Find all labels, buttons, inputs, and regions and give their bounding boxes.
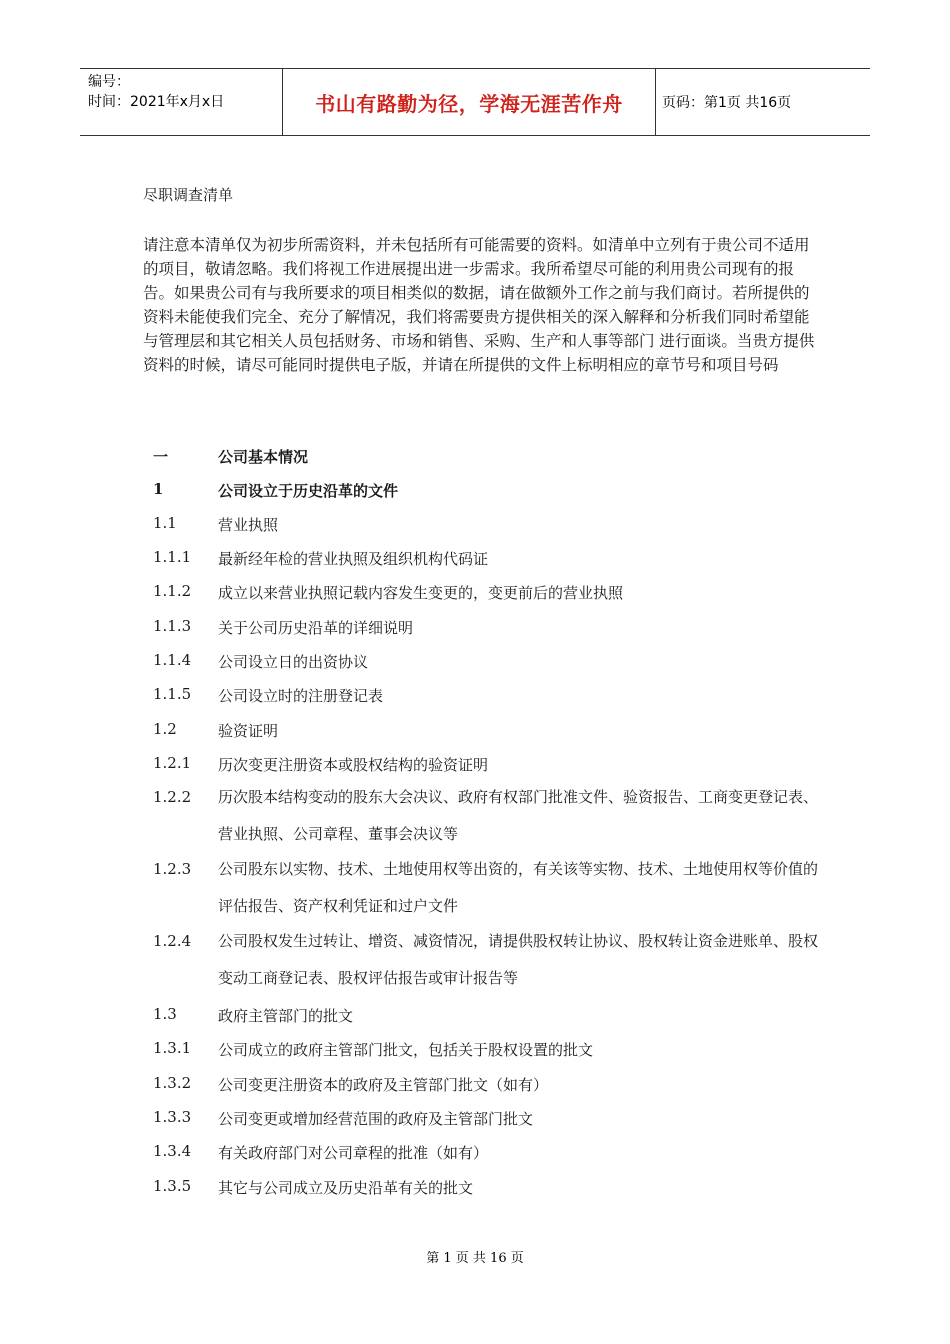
item-number: 1.3.3: [153, 1108, 192, 1126]
item-number: 1.1.3: [153, 617, 192, 635]
item-number: 1.1.2: [153, 582, 192, 600]
header-motto: 书山有路勤为径，学海无涯苦作舟: [282, 69, 656, 135]
item-number: 1.3: [153, 1005, 177, 1023]
item-number: 1.1.4: [153, 651, 192, 669]
item-text: 公司股权发生过转让、增资、减资情况，请提供股权转让协议、股权转让资金进账单、股权变动工商登记表、股权评估报告或审计报告等: [218, 932, 819, 987]
item-text: 其它与公司成立及历史沿革有关的批文: [218, 1179, 474, 1197]
item-number: 1.3.5: [153, 1177, 192, 1195]
item-number: 1.2.3: [153, 860, 192, 878]
item-number: 1: [153, 480, 164, 498]
item-number: 1.2: [153, 720, 177, 738]
item-text: 公司股东以实物、技术、土地使用权等出资的，有关该等实物、技术、土地使用权等价值的评估报告、资产权利凭证和过户文件: [218, 860, 819, 915]
document-title: 尽职调查清单: [143, 186, 234, 204]
item-text: 有关政府部门对公司章程的批准（如有）: [218, 1144, 489, 1162]
item-text: 公司设立于历史沿革的文件: [218, 482, 399, 500]
page-header: [80, 68, 870, 136]
item-text: 公司变更或增加经营范围的政府及主管部门批文: [218, 1110, 534, 1128]
item-number: 1.1: [153, 514, 177, 532]
item-number: 1.2.4: [153, 932, 192, 950]
item-text: 成立以来营业执照记载内容发生变更的，变更前后的营业执照: [218, 584, 624, 602]
intro-paragraph: 请注意本清单仅为初步所需资料，并未包括所有可能需要的资料。如清单中立列有于贵公司不适用的项目，敬请忽略。我们将视工作进展提出进一步需求。我所希望尽可能的利用贵公司现有的报告。如果贵公司有与我所要求的项目相类似的数据，请在做额外工作之前与我们商讨。若所提供的资料未能使我们完全、充分了解情况，我们将需要贵方提供相关的深入解释和分析我们同时希望能与管理层和其它相关人员包括财务、市场和销售、采购、生产和人事等部门 进行面谈。当贵方提供资料的时候，请尽可能同时提供电子版，并请在所提供的文件上标明相应的章节号和项目号码: [143, 236, 815, 374]
item-number: 1.3.4: [153, 1142, 192, 1160]
item-text: 公司设立日的出资协议: [218, 653, 369, 671]
item-text: 公司成立的政府主管部门批文，包括关于股权设置的批文: [218, 1041, 594, 1059]
item-text: 最新经年检的营业执照及组织机构代码证: [218, 550, 489, 568]
header-meta: [80, 69, 282, 135]
item-text: 营业执照: [218, 516, 279, 534]
item-number: 1.2.2: [153, 788, 192, 806]
item-text: 关于公司历史沿革的详细说明: [218, 619, 414, 637]
header-page-info: 页码：第1页 共16页: [662, 95, 792, 111]
item-text: 验资证明: [218, 722, 279, 740]
item-text: 公司基本情况: [218, 448, 309, 466]
doc-date-label: 时间：2021年x月x日: [88, 94, 225, 110]
item-text: 历次股本结构变动的股东大会决议、政府有权部门批准文件、验资报告、工商变更登记表、营业执照、公司章程、董事会决议等: [218, 788, 819, 843]
item-text: 公司变更注册资本的政府及主管部门批文（如有）: [218, 1076, 549, 1094]
item-text: 历次变更注册资本或股权结构的验资证明: [218, 756, 489, 774]
doc-number-label: 编号：: [88, 74, 130, 90]
page-footer: 第 1 页 共 16 页: [426, 1251, 524, 1266]
item-number: 1.1.5: [153, 685, 192, 703]
item-text: 公司设立时的注册登记表: [218, 687, 384, 705]
item-number: 1.2.1: [153, 754, 192, 772]
item-number: 1.3.1: [153, 1039, 192, 1057]
item-number: 一: [153, 448, 169, 466]
item-number: 1.1.1: [153, 548, 192, 566]
item-text: 政府主管部门的批文: [218, 1007, 354, 1025]
item-number: 1.3.2: [153, 1074, 192, 1092]
